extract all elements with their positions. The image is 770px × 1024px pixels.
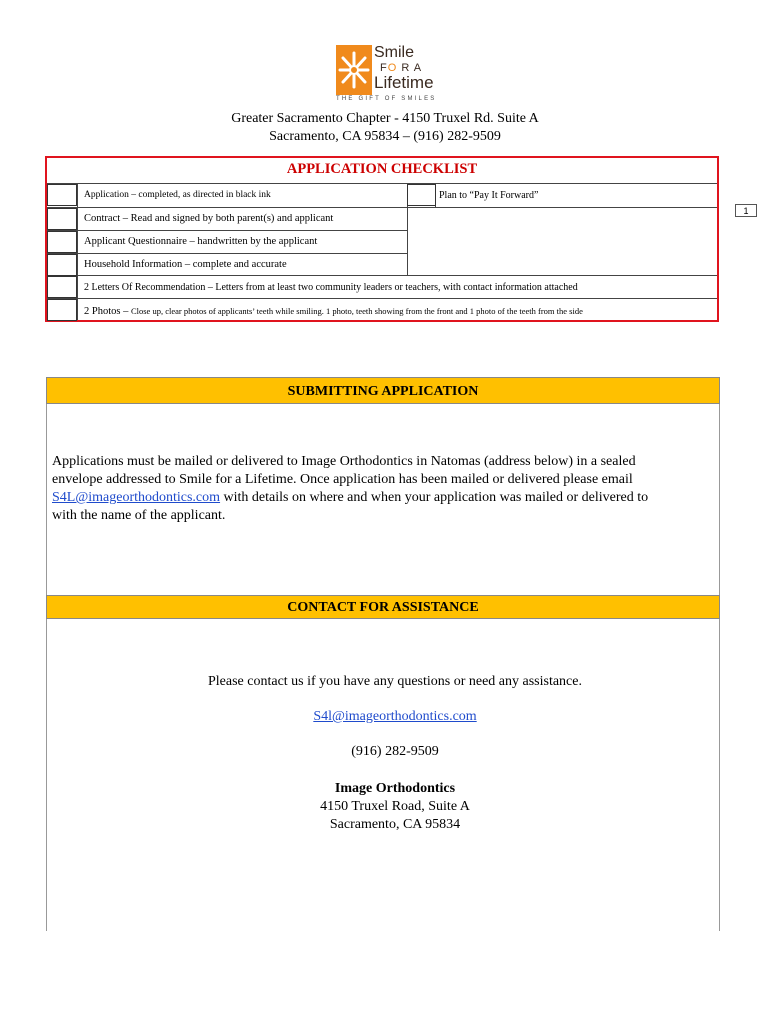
contact-section-title: CONTACT FOR ASSISTANCE — [46, 595, 720, 619]
submit-email-link[interactable]: S4L@imageorthodontics.com — [52, 490, 221, 505]
checklist-title: APPLICATION CHECKLIST — [286, 161, 478, 177]
checklist-item-letters: 2 Letters Of Recommendation – Letters from at least two community leaders or teachers, with contact information attached — [84, 282, 578, 293]
chapter-address-line: Greater Sacramento Chapter - 4150 Truxel Rd. Suite A — [231, 111, 539, 126]
checkbox-household[interactable] — [47, 254, 77, 276]
checklist-divider — [47, 207, 717, 208]
logo-word-for-a: FO R A — [380, 62, 423, 74]
submitting-section-title: SUBMITTING APPLICATION — [46, 377, 720, 404]
checklist-item-application: Application – completed, as directed in black ink — [84, 190, 271, 200]
contact-address-line2: Sacramento, CA 95834 — [329, 817, 461, 832]
checklist-divider — [47, 253, 407, 254]
checkbox-contract[interactable] — [47, 208, 77, 230]
contact-intro: Please contact us if you have any questions or need any assistance. — [207, 674, 582, 689]
checklist-divider — [47, 230, 407, 231]
contact-org-name: Image Orthodontics — [334, 781, 456, 796]
sun-icon — [336, 45, 372, 95]
checklist-divider — [77, 183, 78, 320]
city-phone-line: Sacramento, CA 95834 – (916) 282-9509 — [269, 129, 501, 144]
smile-for-a-lifetime-logo — [336, 45, 436, 103]
logo-tagline: THE GIFT OF SMILES — [336, 96, 437, 102]
checklist-item-pay-it-forward: Plan to “Pay It Forward” — [439, 190, 539, 201]
page-number-badge: 1 — [735, 204, 757, 217]
contact-address-line1: 4150 Truxel Road, Suite A — [320, 799, 470, 814]
checkbox-pay-it-forward[interactable] — [407, 184, 436, 206]
contact-email-link[interactable]: S4l@imageorthodontics.com — [313, 709, 477, 724]
checklist-divider — [47, 183, 717, 184]
checkbox-photos[interactable] — [47, 299, 77, 321]
checklist-divider — [47, 275, 717, 276]
checkbox-application[interactable] — [47, 184, 77, 206]
checklist-divider — [47, 298, 717, 299]
checklist-item-household: Household Information – complete and accurate — [84, 259, 287, 270]
logo-word-lifetime: Lifetime — [374, 73, 434, 92]
submitting-instructions: Applications must be mailed or delivered to Image Orthodontics in Natomas (address below) in a sealed envelope addressed to Smile for a Lifetime. Once application has been mailed or delivered please email S4L@imageorthodontics.com with details on where and when your application was mailed or delivered to with the name of the applicant. — [52, 454, 649, 523]
checkbox-letters[interactable] — [47, 276, 77, 298]
contact-section — [46, 595, 720, 931]
checklist-item-questionnaire: Applicant Questionnaire – handwritten by the applicant — [84, 236, 318, 247]
checklist-item-photos: 2 Photos – Close up, clear photos of applicants’ teeth while smiling. 1 photo, teeth showing from the front and 1 photo of the teeth from the side — [84, 306, 583, 317]
contact-phone: (916) 282-9509 — [351, 744, 439, 759]
checkbox-questionnaire[interactable] — [47, 231, 77, 253]
logo-word-smile: Smile — [374, 44, 415, 61]
contact-email-line — [45, 708, 745, 726]
checklist-item-contract: Contract – Read and signed by both parent(s) and applicant — [84, 213, 334, 224]
